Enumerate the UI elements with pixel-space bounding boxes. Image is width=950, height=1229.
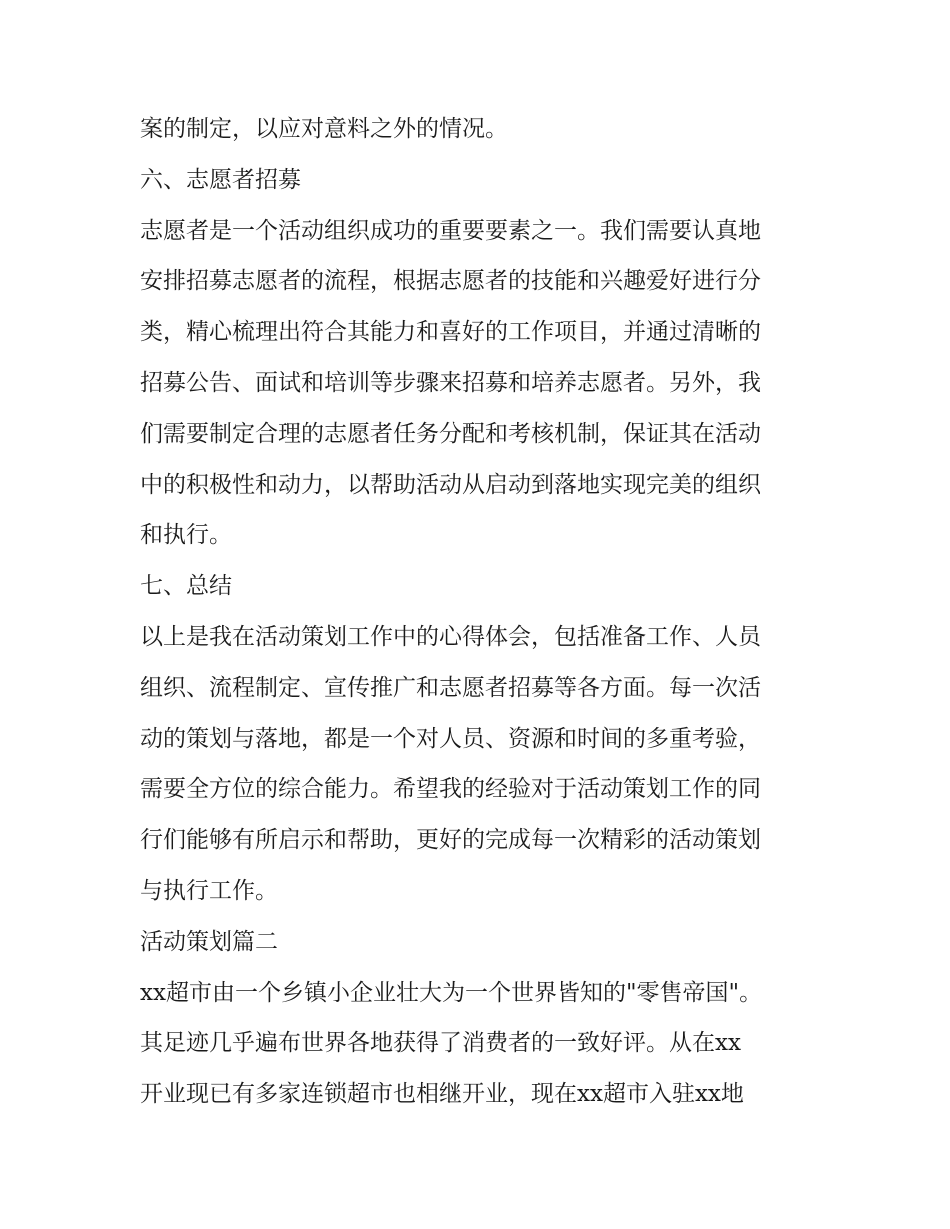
section-heading-summary: 七、总结 [140,573,232,600]
body-line: 和执行。 [140,522,232,549]
body-line: 动的策划与落地，都是一个对人员、资源和时间的多重考验， [140,725,761,752]
body-line: 以上是我在活动策划工作中的心得体会，包括准备工作、人员 [140,623,761,650]
body-line: 类，精心梳理出符合其能力和喜好的工作项目，并通过清晰的 [140,319,761,346]
body-line: 中的积极性和动力，以帮助活动从启动到落地实现完美的组织 [140,471,761,498]
body-line: 其足迹几乎遍布世界各地获得了消费者的一致好评。从在xx [140,1030,741,1057]
section-heading-volunteer-recruitment: 六、志愿者招募 [140,166,301,193]
body-line: 与执行工作。 [140,877,278,904]
body-line: 需要全方位的综合能力。希望我的经验对于活动策划工作的同 [140,776,761,803]
body-line: 案的制定，以应对意料之外的情况。 [140,116,508,142]
document-body [140,104,820,1120]
section-heading-part-two: 活动策划篇二 [140,928,278,955]
body-line: 们需要制定合理的志愿者任务分配和考核机制，保证其在活动 [140,420,761,447]
body-line: xx超市由一个乡镇小企业壮大为一个世界皆知的"零售帝国"。 [140,979,763,1006]
body-line: 组织、流程制定、宣传推广和志愿者招募等各方面。每一次活 [140,674,761,701]
body-line: 安排招募志愿者的流程，根据志愿者的技能和兴趣爱好进行分 [140,268,761,295]
body-line: 招募公告、面试和培训等步骤来招募和培养志愿者。另外，我 [140,369,761,396]
body-line: 行们能够有所启示和帮助，更好的完成每一次精彩的活动策划 [140,827,761,854]
body-line: 志愿者是一个活动组织成功的重要要素之一。我们需要认真地 [140,217,761,244]
body-line: 开业现已有多家连锁超市也相继开业，现在xx超市入驻xx地 [140,1081,744,1108]
